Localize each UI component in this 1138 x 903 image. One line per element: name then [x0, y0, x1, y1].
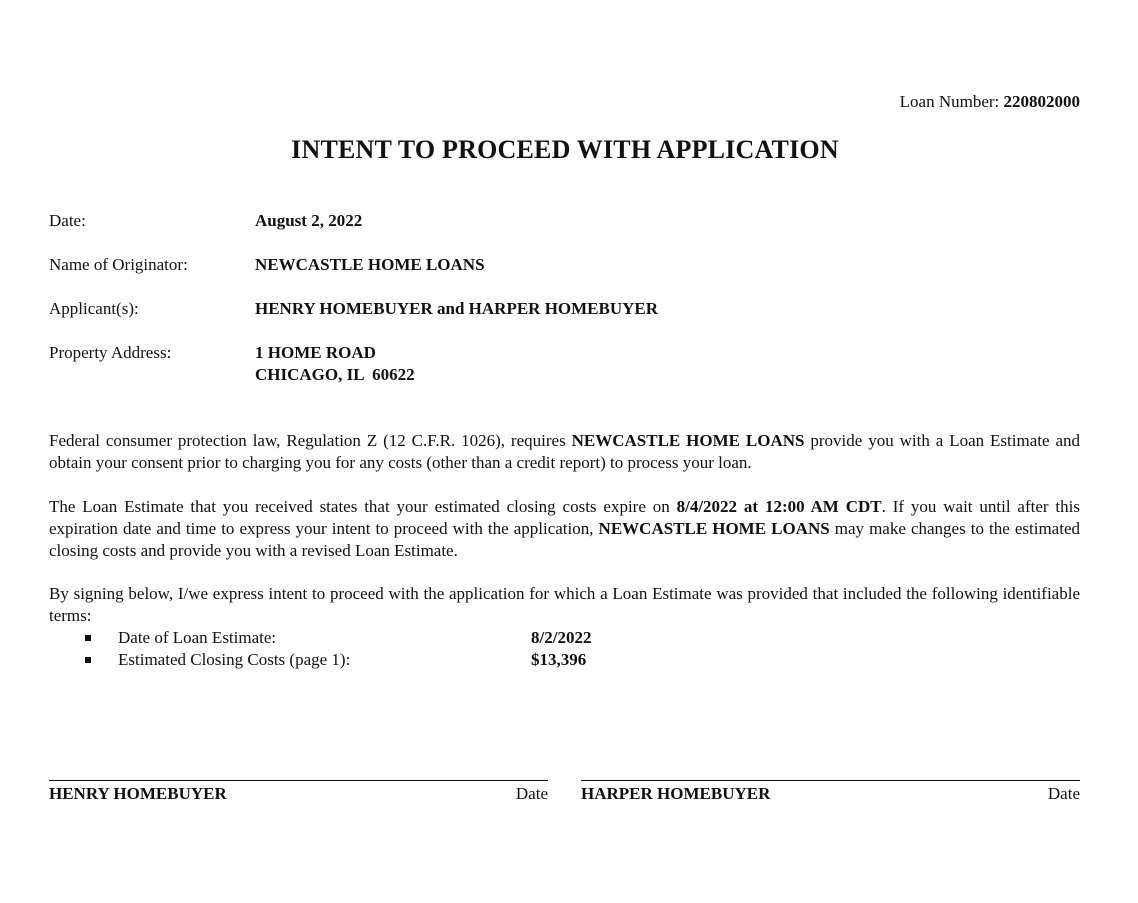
- bullet-square-icon: [85, 657, 91, 663]
- field-property: [49, 342, 1080, 386]
- p2-text-e: may make changes to the estimated closing costs and provide you with a revised Loan Estimate.: [49, 519, 1080, 560]
- originator-label: Name of Originator:: [49, 255, 188, 274]
- applicants-value: HENRY HOMEBUYER and HARPER HOMEBUYER: [255, 299, 659, 318]
- p1-originator: NEWCASTLE HOME LOANS: [571, 431, 805, 450]
- signature-date-label: Date: [515, 784, 548, 803]
- list-item: [49, 649, 1080, 671]
- paragraph-expiration: [49, 496, 1080, 562]
- terms-list: [49, 627, 1080, 671]
- date-value: August 2, 2022: [255, 211, 363, 230]
- document-title: INTENT TO PROCEED WITH APPLICATION: [291, 135, 839, 164]
- signature-name: HARPER HOMEBUYER: [581, 784, 771, 803]
- applicants-label: Applicant(s):: [49, 299, 139, 318]
- p1-text-c: provide you with a Loan Estimate and obtain your consent prior to charging you for any costs (other than a credit report) to process your loan.: [49, 431, 1080, 472]
- property-line2: CHICAGO, IL 60622: [255, 365, 415, 384]
- term-label: Estimated Closing Costs (page 1):: [118, 650, 351, 669]
- p2-originator: NEWCASTLE HOME LOANS: [598, 519, 830, 538]
- p1-text-a: Federal consumer protection law, Regulation Z (12 C.F.R. 1026), requires: [49, 431, 572, 450]
- p2-text-a: The Loan Estimate that you received states that your estimated closing costs expire on: [49, 497, 677, 516]
- property-label: Property Address:: [49, 343, 172, 362]
- signature-line-henry: [49, 780, 548, 811]
- originator-value: NEWCASTLE HOME LOANS: [255, 255, 485, 274]
- loan-number-label: Loan Number:: [899, 92, 1000, 111]
- p2-text-c: . If you wait until after this expiration date and time to express your intent to proceed with the application,: [49, 497, 1080, 538]
- term-label: Date of Loan Estimate:: [118, 628, 277, 647]
- paragraph-intent: By signing below, I/we express intent to proceed with the application for which a Loan Estimate was provided that included the following identifiable terms:: [49, 584, 1080, 625]
- bullet-square-icon: [85, 635, 91, 641]
- signature-date-label: Date: [1047, 784, 1080, 803]
- signature-name: HENRY HOMEBUYER: [49, 784, 227, 803]
- term-value: $13,396: [531, 650, 587, 669]
- loan-number: [900, 92, 1080, 112]
- term-value: 8/2/2022: [531, 628, 592, 647]
- paragraph-regulation: [49, 430, 1080, 474]
- p2-expiration: 8/4/2022 at 12:00 AM CDT: [676, 497, 882, 516]
- date-label: Date:: [49, 211, 86, 230]
- property-line1: 1 HOME ROAD: [255, 343, 376, 362]
- loan-number-value: 220802000: [1003, 92, 1080, 111]
- list-item: [49, 627, 1080, 649]
- signature-line-harper: [581, 780, 1080, 811]
